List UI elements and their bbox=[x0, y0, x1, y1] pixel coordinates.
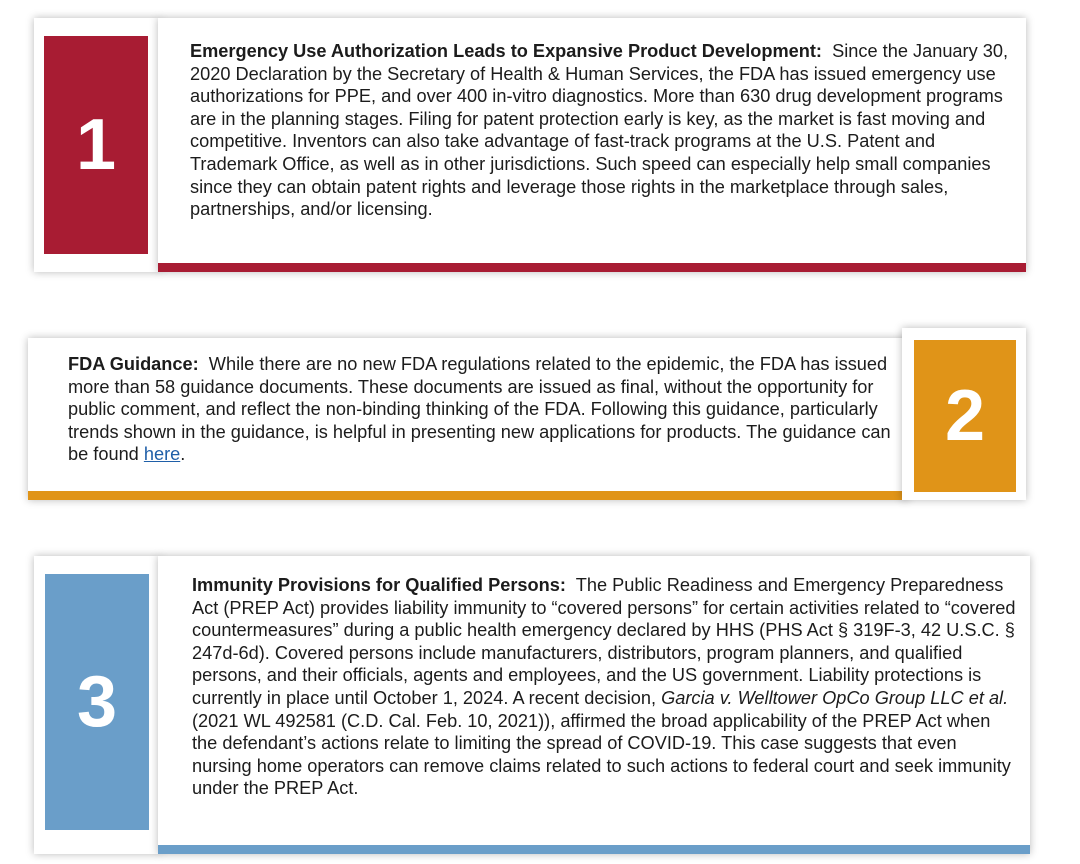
item-3-number-badge: 3 bbox=[45, 574, 149, 830]
item-2-trailing: . bbox=[180, 444, 186, 465]
item-3-body-before: The Public Readiness and Emergency Preparedness Act (PREP Act) provides liability immunity to “covered persons” for certain activities related to “covered countermeasures” during a public health emergency declared by HHS (PHS Act § 319F-3, 42 U.S.C. § 247d-6d). Covered persons include manufacturers, distributors, program planners, and qualified persons, and their officials, agents and employees, and the US government. Liability protections is currently in place until October 1, 2024. A recent decision, bbox=[192, 575, 1016, 708]
item-3-card bbox=[158, 556, 1030, 854]
item-3-case-name: Garcia v. Welltower OpCo Group LLC et al. bbox=[661, 687, 1009, 708]
item-1-body: Since the January 30, 2020 Declaration by the Secretary of Health & Human Services, the FDA has issued emergency use authorizations for PPE, and over 400 in-vitro diagnostics. More than 630 drug development programs are in the planning stages. Filing for patent protection early is key, as the market is fast moving and competitive. Inventors can also take advantage of fast-track programs at the U.S. Patent and Trademark Office, as well as in other jurisdictions. Such speed can especially help small companies since they can obtain patent rights and leverage those rights in the marketplace through sales, partnerships, and/or licensing. bbox=[190, 41, 1009, 220]
item-1-heading: Emergency Use Authorization Leads to Expansive Product Development: bbox=[190, 41, 822, 61]
item-3-body-after: (2021 WL 492581 (C.D. Cal. Feb. 10, 2021)), affirmed the broad applicability of the PREP Act when the defendant’s actions relate to limiting the spread of COVID-19. This case suggests that even nursing home operators can remove claims related to such actions to federal court and seek immunity under the PREP Act. bbox=[192, 710, 1011, 799]
guidance-here-link[interactable]: here bbox=[143, 444, 181, 465]
item-1-card bbox=[158, 18, 1026, 272]
item-2-number-badge: 2 bbox=[914, 340, 1016, 492]
item-1-number-badge: 1 bbox=[44, 36, 148, 254]
item-3-accent-bar bbox=[158, 845, 1030, 854]
item-3-text bbox=[192, 574, 1017, 800]
item-1-number-frame bbox=[34, 18, 160, 272]
item-3-heading: Immunity Provisions for Qualified Persons: bbox=[192, 575, 566, 595]
item-3-number-frame bbox=[34, 556, 160, 854]
item-2-body: While there are no new FDA regulations related to the epidemic, the FDA has issued more than 58 guidance documents. These documents are issued as final, without the opportunity for public comment, and reflect the non-binding thinking of the FDA. Following this guidance, particularly trends shown in the guidance, is helpful in presenting new applications for products. The guidance can be found bbox=[68, 354, 891, 465]
item-2-number-frame bbox=[902, 328, 1026, 500]
item-1-text bbox=[190, 40, 1010, 221]
item-1-accent-bar bbox=[158, 263, 1026, 272]
item-2-text bbox=[68, 353, 908, 466]
item-2-heading: FDA Guidance: bbox=[68, 354, 199, 374]
item-2-card bbox=[28, 338, 908, 500]
item-2-accent-bar bbox=[28, 491, 908, 500]
